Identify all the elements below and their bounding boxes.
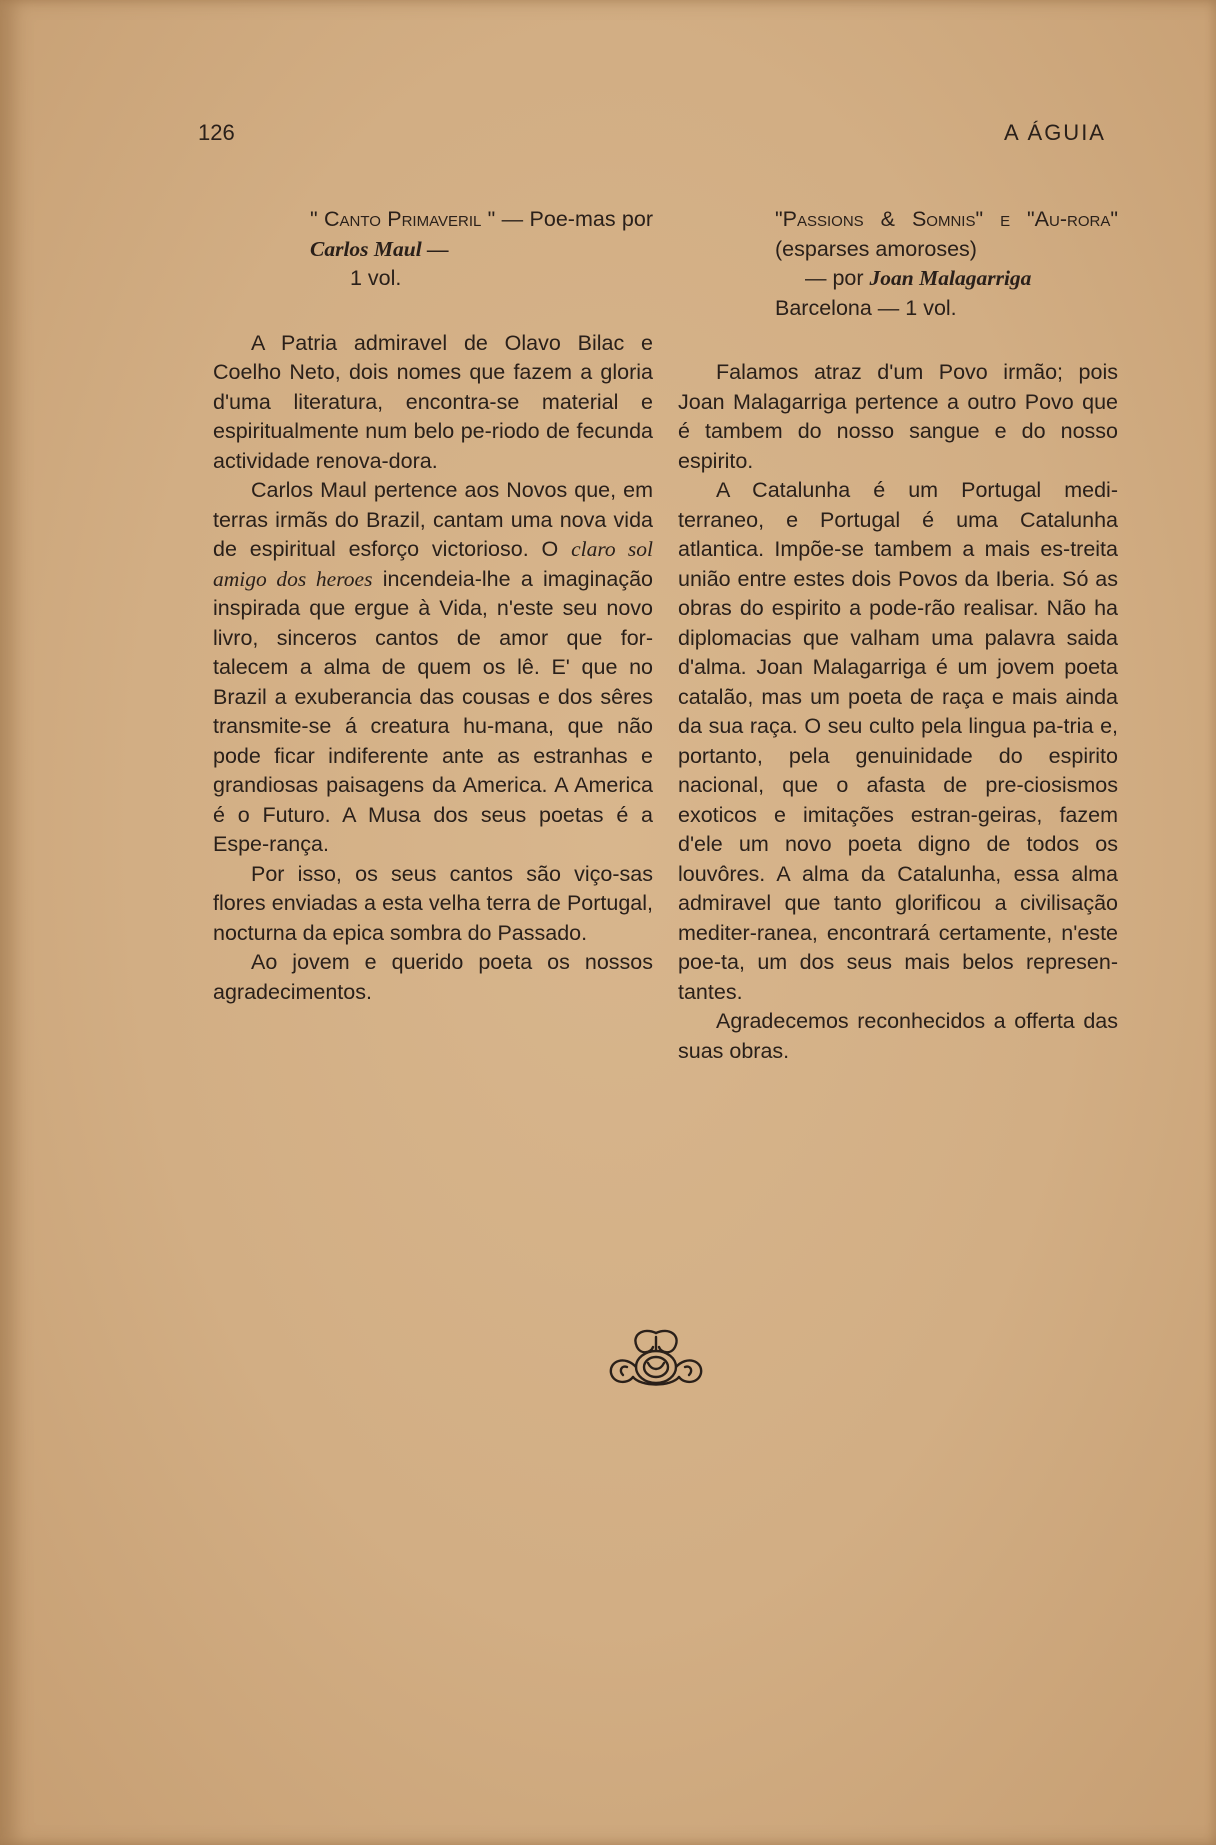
byline-prefix: — por [805, 266, 864, 290]
review-volume: 1 vol. [350, 266, 402, 290]
paragraph-text: incendeia-lhe a imaginação inspirada que ergue à Vida, n'este seu novo livro, sinceros cantos de amor que for-talecem a alma de quem os lê. E' que no Brazil a exuberancia das cousas e dos sêres transmite-se á creatura hu-mana, que não pode ficar indiferente ante as estranhas e grandiosas paisagens da America. A America é o Futuro. A Musa dos seus poetas é a Espe-rança. [213, 566, 653, 856]
review-author: Carlos Maul — [310, 236, 449, 261]
review-paragraph: Agradecemos reconhecidos a offerta das suas obras. [678, 1009, 1118, 1063]
review-author: Joan Malagarriga [869, 266, 1032, 290]
review-paragraph: A Patria admiravel de Olavo Bilac e Coelho Neto, dois nomes que fazem a gloria d'uma literatura, encontra-se material e espiritualmente num belo pe-riodo de fecunda actividade renova-dora. [213, 330, 653, 473]
review-paragraph: A Catalunha é um Portugal medi-terraneo, e Portugal é uma Catalunha atlantica. Impõe-se tambem a mais es-treita união entre estes dois Povos da Iberia. Só as obras do espirito a pode-rão realisar. Não ha diplomacias que valham uma palavra saida d'alma. Joan Malagarriga é um jovem poeta catalão, mas um poeta de raça e mais ainda da sua raça. O seu culto pela lingua pa-tria e, portanto, pela genuinidade do espirito nacional, que o afasta de pre-ciosismos exoticos e imitações estran-geiras, fazem d'ele um novo poeta digno de todos os louvôres. A alma da Catalunha, essa alma admiravel que tanto glorificou a civilisação mediter-ranea, encontrará certamente, n'este poe-ta, um dos seus mais belos represen-tantes. [678, 478, 1118, 1004]
review-byline [775, 264, 1118, 294]
review-heading-passions-somnis [775, 205, 1118, 323]
review-city-volume: Barcelona — 1 vol. [775, 295, 957, 320]
review-paragraph [213, 476, 653, 860]
page-number: 126 [198, 120, 235, 145]
quoted-phrase: claro sol amigo dos heroes [213, 537, 653, 591]
review-paragraph: Por isso, os seus cantos são viço-sas flores enviadas a esta velha terra de Portugal, nocturna da epica sombra do Passado. [213, 861, 653, 945]
running-head [198, 120, 1106, 152]
review-subtitle: (esparses amoroses) [775, 236, 977, 261]
paragraph-text: Carlos Maul pertence aos Novos que, em terras irmãs do Brazil, cantam uma nova vida de espiritual esforço victorioso. [213, 478, 653, 561]
review-subtitle: Poe-mas por [529, 207, 653, 231]
right-column [678, 205, 1118, 1066]
floral-ornament-icon [603, 1325, 709, 1395]
review-heading-canto-primaveril [310, 205, 653, 294]
paragraph-text: O [541, 537, 559, 561]
journal-title: A ÁGUIA [1003, 120, 1106, 145]
review-title: "Passions & Somnis" e "Au-rora" [775, 207, 1118, 231]
review-paragraph: Ao jovem e querido poeta os nossos agradecimentos. [213, 950, 653, 1004]
left-column [213, 205, 653, 1007]
review-title: " Canto Primaveril " — [310, 207, 524, 231]
review-paragraph: Falamos atraz d'um Povo irmão; pois Joan Malagarriga pertence a outro Povo que é tambem do nosso sangue e do nosso espirito. [678, 360, 1118, 473]
